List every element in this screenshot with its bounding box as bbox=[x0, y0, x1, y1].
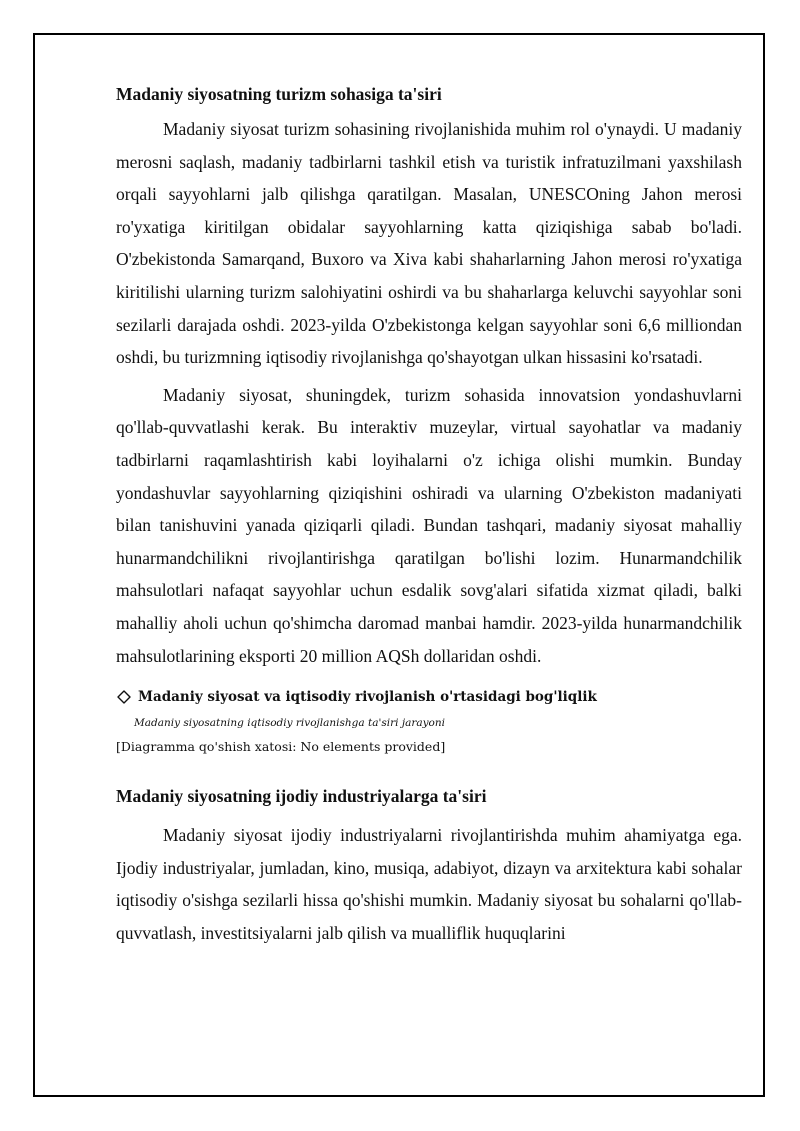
diagram-block bbox=[116, 688, 742, 756]
section-heading-tourism: Madaniy siyosatning turizm sohasiga ta'siri bbox=[116, 84, 442, 104]
paragraph-tourism-1: Madaniy siyosat turizm sohasining rivojlanishida muhim rol o'ynaydi. U madaniy merosni saqlash, madaniy tadbirlarni tashkil etish va turistik infratuzilmani yaxshilash orqali sayyohlarni jalb qilishga qaratilgan. Masalan, UNESCOning Jahon merosi ro'yxatiga kiritilgan obidalar sayyohlarning katta qiziqishiga sabab bo'ladi. O'zbekistonda Samarqand, Buxoro va Xiva kabi shaharlarning Jahon merosi ro'yxatiga kiritilishi ularning turizm salohiyatini oshirdi va bu shaharlarga keluvchi sayyohlar soni sezilarli darajada oshdi. 2023-yilda O'zbekistonga kelgan sayyohlar soni 6,6 milliondan oshdi, bu turizmning iqtisodiy rivojlanishga qo'shayotgan ulkan hissasini ko'rsatadi. bbox=[116, 119, 742, 368]
diamond-outline-icon bbox=[117, 690, 131, 704]
diagram-title-row bbox=[116, 688, 742, 706]
diagram-subtitle: Madaniy siyosatning iqtisodiy rivojlanishga ta'siri jarayoni bbox=[134, 717, 446, 730]
paragraph-creative-1: Madaniy siyosat ijodiy industriyalarni rivojlantirishda muhim ahamiyatga ega. Ijodiy industriyalar, jumladan, kino, musiqa, adabiyot, dizayn va arxitektura kabi sohalar iqtisodiy o'sishga sezilarli hissa qo'shishi mumkin. Madaniy siyosat bu sohalarni qo'llab-quvvatlash, investitsiyalarni jalb qilish va mualliflik huquqlarini bbox=[116, 825, 742, 943]
document-body bbox=[116, 82, 742, 949]
section-heading-creative-industries: Madaniy siyosatning ijodiy industriyalarga ta'siri bbox=[116, 786, 487, 807]
diagram-title: Madaniy siyosat va iqtisodiy rivojlanish o'rtasidagi bog'liqlik bbox=[138, 689, 597, 706]
diagram-error-message: [Diagramma qo'shish xatosi: No elements provided] bbox=[116, 739, 446, 755]
paragraph-tourism-2: Madaniy siyosat, shuningdek, turizm sohasida innovatsion yondashuvlarni qo'llab-quvvatlashi kerak. Bu interaktiv muzeylar, virtual sayohatlar va madaniy tadbirlarni raqamlashtirish kabi loyihalarni o'z ichiga olishi mumkin. Bunday yondashuvlar sayyohlarning qiziqishini oshiradi va ularning O'zbekiston madaniyati bilan tanishuvini yanada qiziqarli qiladi. Bundan tashqari, madaniy siyosat mahalliy hunarmandchilikni rivojlantirishga qaratilgan bo'lishi lozim. Hunarmandchilik mahsulotlari nafaqat sayyohlar uchun esdalik sovg'alari sifatida xizmat qiladi, balki mahalliy aholi uchun qo'shimcha daromad manbai hamdir. 2023-yilda hunarmandchilik mahsulotlarining eksporti 20 million AQSh dollaridan oshdi. bbox=[116, 384, 742, 666]
